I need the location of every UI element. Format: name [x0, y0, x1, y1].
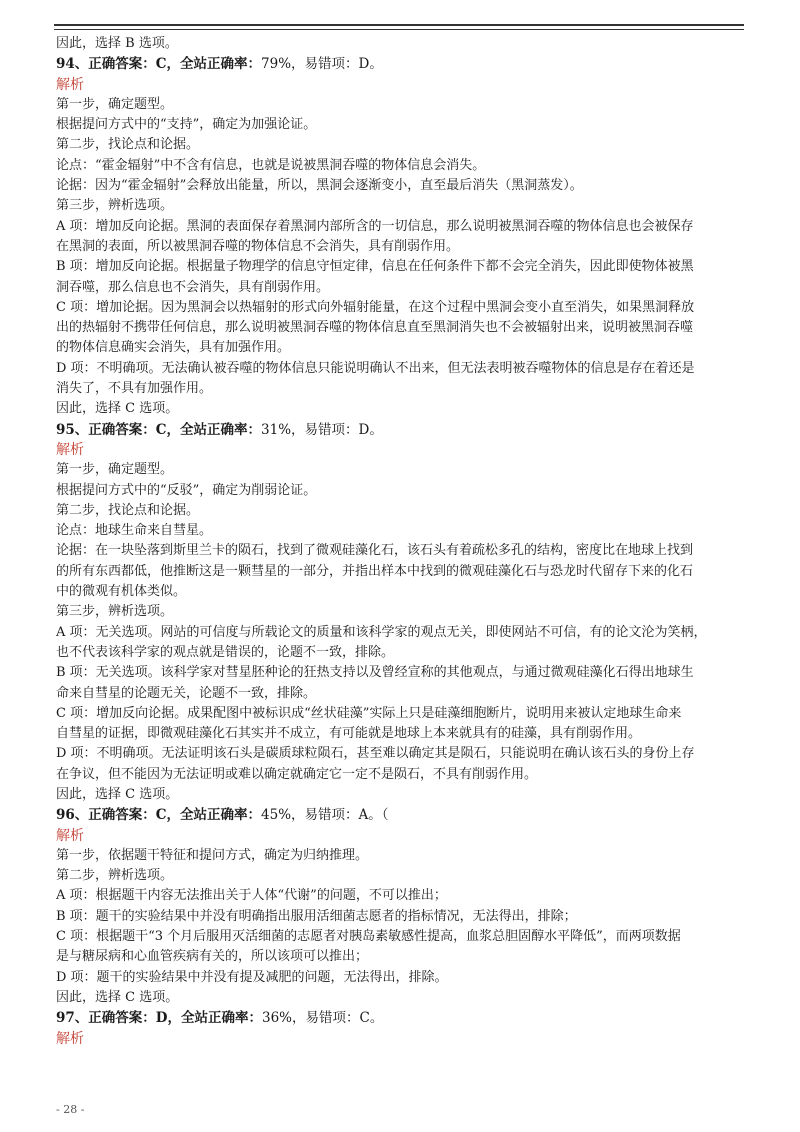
text-line: 在黑洞的表面，所以被黑洞吞噬的物体信息不会消失，具有削弱作用。 [56, 238, 460, 254]
text-line: 因此，选择 C 选项。 [56, 989, 179, 1005]
answer-label: 94、正确答案：C，全站正确率： [56, 56, 262, 73]
text-line: C 项：增加论据。因为黑洞会以热辐射的形式向外辐射能量，在这个过程中黑洞会变小直至消失，如果黑洞释放 [56, 299, 695, 315]
text-line: C 项：根据题干“3 个月后服用灭活细菌的志愿者对胰岛素敏感性提高，血浆总胆固醇水平降低”，而两项数据 [56, 929, 681, 945]
text-line: 论点：“霍金辐射”中不含有信息，也就是说被黑洞吞噬的物体信息会消失。 [56, 157, 486, 173]
text-line: B 项：题干的实验结果中并没有明确指出服用活细菌志愿者的指标情况，无法得出，排除； [56, 908, 577, 924]
answer-stats: 79%，易错项：D。 [261, 56, 383, 73]
text-line: 根据提问方式中的“反驳”，确定为削弱论证。 [56, 482, 317, 498]
text-line: 第二步，找论点和论据。 [56, 502, 200, 518]
text-line: 洞吞噬，那么信息也不会消失，具有削弱作用。 [56, 279, 330, 295]
text-line: 因此，选择 C 选项。 [56, 786, 179, 802]
text-line: 第二步，辨析选项。 [56, 868, 174, 884]
text-line: 消失了，不具有加强作用。 [56, 381, 213, 397]
answer-stats: 45%，易错项：A。（ [261, 807, 389, 824]
text-line: 中的微观有机体类似。 [56, 584, 187, 600]
text-line: 论点：地球生命来自彗星。 [56, 523, 213, 539]
question-answer-line [56, 805, 746, 825]
text-line: 是与糖尿病和心血管疾病有关的，所以该项可以推出； [56, 949, 369, 965]
text-line: B 项：无关选项。该科学家对彗星胚种论的狂热支持以及曾经宣称的其他观点，与通过微观硅藻化石得出地球生 [56, 665, 694, 681]
text-line: 第一步，依据题干特征和提问方式，确定为归纳推理。 [56, 847, 369, 863]
question-answer-line [56, 54, 746, 74]
text-line: 论据：因为“霍金辐射”会释放出能量，所以，黑洞会逐渐变小，直至最后消失（黑洞蒸发）。 [56, 178, 583, 194]
text-line: 因此，选择 B 选项。 [56, 36, 178, 51]
text-line: 第一步，确定题型。 [56, 96, 174, 112]
analysis-heading: 解析 [56, 1030, 84, 1047]
text-line: 出的热辐射不携带任何信息，那么说明被黑洞吞噬的物体信息直至黑洞消失也不会被辐射出来，说明被黑洞吞噬 [56, 320, 694, 336]
text-line: C 项：增加反向论据。成果配图中被标识成“丝状硅藻”实际上只是硅藻细胞断片，说明用来被认定地球生命来 [56, 705, 682, 721]
text-line: A 项：增加反向论据。黑洞的表面保存着黑洞内部所含的一切信息，那么说明被黑洞吞噬的物体信息也会被保存 [56, 218, 694, 234]
text-line: A 项：根据题干内容无法推出关于人体“代谢”的问题，不可以推出； [56, 888, 447, 904]
question-answer-line [56, 1008, 746, 1028]
answer-stats: 36%，易错项：C。 [262, 1010, 384, 1027]
question-answer-line [56, 420, 746, 440]
answer-stats: 31%，易错项：D。 [261, 421, 383, 438]
text-line: B 项：增加反向论据。根据量子物理学的信息守恒定律，信息在任何条件下都不会完全消失，因此即使物体被黑 [56, 259, 694, 275]
text-line: A 项：无关选项。网站的可信度与所载论文的质量和该科学家的观点无关，即使网站不可信，有的论文沦为笑柄， [56, 624, 707, 640]
text-line: 第三步，辨析选项。 [56, 198, 174, 214]
header-rule-thick [54, 24, 744, 26]
text-line: 第三步，辨析选项。 [56, 604, 174, 620]
text-line: 自彗星的证据，即微观硅藻化石其实并不成立，有可能就是地球上本来就具有的硅藻，具有削弱作用。 [56, 726, 642, 742]
text-line: D 项：题干的实验结果中并没有提及减肥的问题，无法得出，排除。 [56, 969, 448, 985]
answer-label: 96、正确答案：C，全站正确率： [56, 807, 262, 824]
text-line: 的物体信息确实会消失，具有加强作用。 [56, 340, 291, 356]
document-body [56, 34, 746, 1049]
text-line: 论据：在一块坠落到斯里兰卡的陨石，找到了微观硅藻化石，该石头有着疏松多孔的结构，密度比在地球上找到 [56, 543, 694, 559]
text-line: 第一步，确定题型。 [56, 462, 174, 478]
text-line: 根据提问方式中的“支持”，确定为加强论证。 [56, 117, 317, 133]
header-rule-thin [54, 29, 744, 30]
text-line: 在争议，但不能因为无法证明或难以确定就确定它一定不是陨石，不具有削弱作用。 [56, 766, 538, 782]
answer-label: 97、正确答案：D，全站正确率： [56, 1010, 262, 1027]
text-line: 的所有东西都低，他推断这是一颗彗星的一部分，并指出样本中找到的微观硅藻化石与恐龙时代留存下来的化石 [56, 563, 694, 579]
text-line: 第二步，找论点和论据。 [56, 137, 200, 153]
analysis-heading: 解析 [56, 827, 84, 844]
page-number: - 28 - [56, 1103, 85, 1116]
text-line: D 项：不明确项。无法证明该石头是碳质球粒陨石，甚至难以确定其是陨石，只能说明在确认该石头的身份上存 [56, 746, 695, 762]
answer-label: 95、正确答案：C，全站正确率： [56, 421, 262, 438]
text-line: 因此，选择 C 选项。 [56, 401, 179, 417]
text-line: 命来自彗星的论题无关，论题不一致，排除。 [56, 685, 317, 701]
text-line: D 项：不明确项。无法确认被吞噬的物体信息只能说明确认不出来，但无法表明被吞噬物体的信息是存在着还是 [56, 360, 695, 376]
analysis-heading: 解析 [56, 441, 84, 458]
analysis-heading: 解析 [56, 76, 84, 93]
text-line: 也不代表该科学家的观点就是错误的，论题不一致，排除。 [56, 644, 395, 660]
